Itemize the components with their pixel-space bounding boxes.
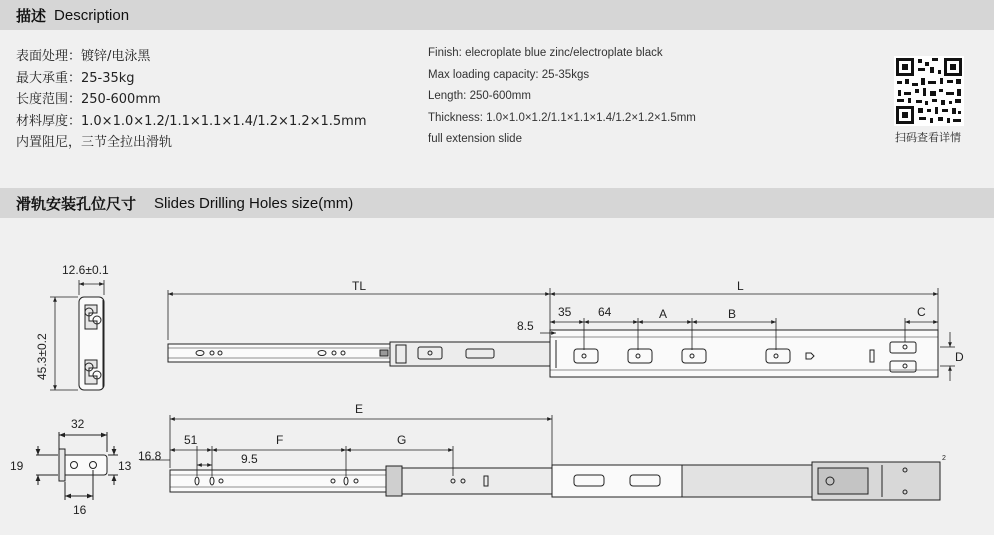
spec-en-feature: full extension slide <box>428 133 522 145</box>
qr-code-icon[interactable] <box>894 56 964 126</box>
spec-en-finish: Finish: elecroplate blue zinc/electroplate black <box>428 47 663 59</box>
bottom-slide-view <box>170 462 940 500</box>
dim-51-label: 51 <box>184 433 198 447</box>
dim-c-label: C <box>917 305 926 319</box>
top-slide-view <box>168 330 938 377</box>
dim-8-5-label: 8.5 <box>517 319 534 333</box>
dim-tl-label: TL <box>352 279 367 293</box>
qr-caption: 扫码查看详情 <box>895 131 961 144</box>
spec-cn-thickness: 材料厚度：1.0×1.0×1.2/1.1×1.1×1.4/1.2×1.2×1.5mm <box>16 113 367 129</box>
dim-height-label: 45.3±0.2 <box>35 333 49 380</box>
dim-35-label: 35 <box>558 305 572 319</box>
spec-en-length: Length: 250-600mm <box>428 90 531 102</box>
dim-e-label: E <box>355 402 364 416</box>
dim-width-label: 12.6±0.1 <box>62 263 109 277</box>
spec-cn-finish: 表面处理：镀锌/电泳黑 <box>16 49 151 64</box>
drilling-title-cn: 滑轨安装孔位尺寸 <box>16 194 137 213</box>
dim-2-label: 2 <box>942 455 946 462</box>
dim-f-label: F <box>276 433 284 447</box>
dim-a-label: A <box>659 307 668 321</box>
dim-l-label: L <box>737 279 744 293</box>
drilling-drawing <box>0 218 994 535</box>
dim-32-label: 32 <box>71 417 85 431</box>
description-title-cn: 描述 <box>16 6 47 25</box>
description-header <box>0 0 994 30</box>
description-title-en: Description <box>54 6 130 24</box>
dim-d-label: D <box>955 350 964 364</box>
dim-19-label: 19 <box>10 459 24 473</box>
dim-9-5-label: 9.5 <box>241 452 258 466</box>
spec-cn-feature: 内置阻尼，三节全拉出滑轨 <box>16 135 173 150</box>
dim-13-label: 13 <box>118 459 132 473</box>
dim-16-label: 16 <box>73 503 87 517</box>
dim-b-label: B <box>728 307 737 321</box>
drilling-title-en: Slides Drilling Holes size(mm) <box>154 194 354 212</box>
spec-en-thickness: Thickness: 1.0×1.0×1.2/1.1×1.1×1.4/1.2×1.2×1.5mm <box>428 111 696 124</box>
specs-cn-list <box>16 46 367 154</box>
spec-en-capacity: Max loading capacity: 25-35kgs <box>428 68 590 81</box>
bracket-detail <box>36 432 118 500</box>
dim-64-label: 64 <box>598 305 612 319</box>
spec-cn-length: 长度范围：250-600mm <box>16 92 161 107</box>
dim-16-8-label: 16.8 <box>138 449 162 463</box>
drilling-header <box>0 188 994 218</box>
spec-cn-capacity: 最大承重：25-35kg <box>16 70 135 86</box>
specs-en-list <box>428 43 696 151</box>
cross-section-profile <box>79 297 104 390</box>
dim-g-label: G <box>397 433 407 447</box>
